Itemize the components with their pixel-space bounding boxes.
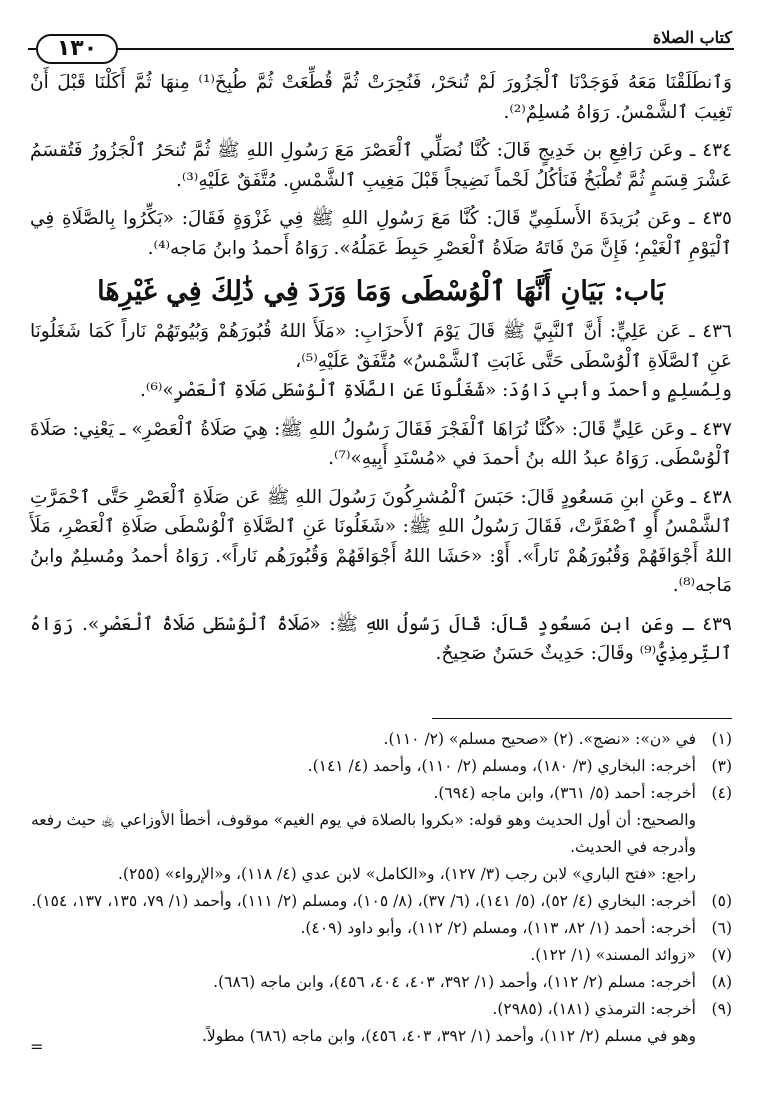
footnote-number: (٤) bbox=[711, 784, 732, 802]
footnote-separator bbox=[432, 718, 732, 719]
footnote-continuation bbox=[30, 861, 732, 888]
footnote-number: (٦) bbox=[711, 919, 732, 937]
hadith-436-variant: ولِمُسلِمٍ وأحمدَ وأبي دَاوُدَ: «شَغَلُونَا عَنِ الصَّلَاةِ ٱلْوُسْطَى صَلَاةِ ٱلْعَصْرِ»⁽⁶⁾. bbox=[140, 380, 732, 401]
footnote bbox=[30, 915, 732, 942]
hadith-435: ٤٣٥ ـ وعَن بُرَيدَةَ الأَسلَمِيِّ قَالَ: كُنَّا مَعَ رَسُولِ اللهِ ﷺ فِي غَزْوَةٍ فَقَالَ: «بَكِّرُوا بِالصَّلَاةِ فِي ٱلْيَوْمِ ٱلْغَيْمِ؛ فَإِنَّ مَنْ فَاتَهُ صَلَاةُ ٱلْعَصْرِ حَبِطَ عَمَلُهُ». رَوَاهُ أَحمدُ وابنُ مَاجه⁽⁴⁾. bbox=[30, 208, 732, 259]
header-rule bbox=[118, 48, 734, 50]
footnote bbox=[30, 726, 732, 753]
footnote-text: أخرجه: البخاري (٤/ ٥٢)، (٥/ ١٤١)، (٦/ ٣٧)، (٨/ ١٠٥)، ومسلم (٢/ ١١١)، وأحمد (١/ ٧٩، ١٣٥، ١٣٧، ١٥٤). bbox=[31, 892, 696, 910]
hadith-439: ٤٣٩ ـ وعَنِ ابنِ مَسعُودٍ قَالَ: قَالَ رَسُولُ اللهِ ﷺ: «صَلَاةُ ٱلْوُسْطَى صَلَاةُ ٱلْعَصْرِ». رَوَاهُ ٱلتِّرمِذِيُّ⁽⁹⁾ وقَالَ: حَدِيثٌ حَسَنٌ صَحِيحٌ. bbox=[30, 613, 732, 664]
footnote-number: (١) bbox=[711, 730, 732, 748]
footnote-text: وهو في مسلم (٢/ ١١٢)، وأحمد (١/ ٣٩٢، ٤٠٣، ٤٥٦)، وابن ماجه (٦٨٦) مطولاً. bbox=[201, 1027, 696, 1045]
footnote-number: (٣) bbox=[711, 757, 732, 775]
footnote-text: راجع: «فتح الباري» لابن رجب (٣/ ١٢٧)، و«الكامل» لابن عدي (٤/ ١١٨)، و«الإرواء» (٢٥٥). bbox=[118, 865, 696, 883]
page-number-badge: ١٣٠ bbox=[36, 34, 118, 64]
footnotes bbox=[30, 726, 732, 1050]
footnote-continuation bbox=[30, 807, 732, 861]
paragraph-continuation: وَٱنطَلَقْنَا مَعَهُ فَوَجَدْنَا ٱلْجَزُورَ لَمْ تُنحَرْ، فَنُحِرَتْ ثُمَّ قُطِّعَتْ ثُمَّ طُبِخَ⁽¹⁾ مِنهَا ثُمَّ أَكَلْنَا قَبْلَ أَنْ تَغِيبَ ٱلشَّمْسُ. رَوَاهُ مُسلِمٌ⁽²⁾. bbox=[30, 72, 732, 123]
footnote-text: أخرجه: أحمد (٥/ ٣٦١)، وابن ماجه (٦٩٤). bbox=[433, 784, 696, 802]
footnote bbox=[30, 753, 732, 780]
header-rule-end bbox=[28, 48, 36, 50]
footnote-text: أخرجه: مسلم (٢/ ١١٢)، وأحمد (١/ ٣٩٢، ٤٠٣، ٤٠٤، ٤٥٦)، وابن ماجه (٦٨٦). bbox=[213, 973, 696, 991]
footnote-text: والصحيح: أن أول الحديث وهو قوله: «بكروا بالصلاة في يوم الغيم» موقوف، أخطأ الأوزاعي ﵀ حيث رفعه وأدرجه في الحديث. bbox=[30, 811, 696, 856]
hadith-437: ٤٣٧ ـ وعَن عَلِيٍّ قَالَ: «كُنَّا نُرَاهَا ٱلْفَجْرَ فَقَالَ رَسُولُ اللهِ ﷺ: هِيَ صَلَاةُ ٱلْعَصْرِ» ـ يَعْنِي: صَلَاةَ ٱلْوُسْطَى. رَوَاهُ عبدُ الله بنُ أحمدَ في «مُسْنَدِ أَبِيهِ»⁽⁷⁾. bbox=[30, 418, 732, 469]
footnote-number: (٨) bbox=[711, 973, 732, 991]
page-mark: = bbox=[30, 1037, 44, 1056]
footnote-number: (٩) bbox=[711, 1000, 732, 1018]
page-header bbox=[28, 20, 734, 64]
footnote bbox=[30, 888, 732, 915]
footnote-continuation bbox=[30, 1023, 732, 1050]
running-title: كتاب الصلاة bbox=[652, 28, 732, 47]
footnote-text: في «ن»: «نضج». (٢) «صحيح مسلم» (٢/ ١١٠). bbox=[383, 730, 696, 748]
hadith-436: ٤٣٦ ـ عَن عَلِيٍّ: أَنَّ ٱلنَّبِيَّ ﷺ قَالَ يَوْمَ ٱلأَحزَابِ: «مَلَأَ اللهُ قُبُورَهُمْ وَبُيُوتَهُمْ نَاراً كَمَا شَغَلُونَا عَنِ ٱلصَّلَاةِ ٱلْوُسْطَى حَتَّى غَابَتِ ٱلشَّمْسُ» مُتَّفَقٌ عَلَيْهِ⁽⁵⁾، bbox=[30, 321, 732, 372]
footnote bbox=[30, 969, 732, 996]
footnote-text: أخرجه: الترمذي (١٨١)، (٢٩٨٥). bbox=[492, 1000, 696, 1018]
main-text bbox=[30, 68, 732, 669]
footnote-text: أخرجه: البخاري (٣/ ١٨٠)، ومسلم (٢/ ١١٠)، وأحمد (٤/ ١٤١). bbox=[307, 757, 696, 775]
hadith-434: ٤٣٤ ـ وعَن رَافِعِ بن خَدِيجٍ قَالَ: كُنَّا نُصَلِّي ٱلْعَصْرَ مَعَ رَسُولِ اللهِ ﷺ ثُمَّ تُنحَرُ ٱلْجَزُورُ فَتُقسَمُ عَشْرَ قِسَمٍ ثُمَّ تُطْبَخُ فَنَأكُلُ لَحْماً نَضِيجاً قَبْلَ مَغِيبِ ٱلشَّمْسِ. مُتَّفَقٌ عَلَيْهِ⁽³⁾. bbox=[30, 140, 732, 191]
hadith-438: ٤٣٨ ـ وعَنِ ابنِ مَسعُودٍ قَالَ: حَبَسَ ٱلْمُشرِكُونَ رَسُولَ اللهِ ﷺ عَن صَلَاةِ ٱلْعَصْرِ حَتَّى ٱحْمَرَّتِ ٱلشَّمْسُ أَوِ ٱصْفَرَّتْ، فَقَالَ رَسُولُ اللهِ ﷺ: «شَغَلُونَا عَنِ ٱلصَّلَاةِ ٱلْوُسْطَى صَلَاةِ ٱلْعَصْرِ، مَلَأَ اللهُ أَجْوَافَهُمْ وَقُبُورَهُمْ نَاراً». أَوْ: «حَشَا اللهُ أَجْوَافَهُمْ وَقُبُورَهُم نَاراً». رَوَاهُ أحمدُ ومُسلِمٌ وابنُ مَاجه⁽⁸⁾. bbox=[30, 486, 732, 596]
footnote-text: أخرجه: أحمد (١/ ٨٢، ١١٣)، ومسلم (٢/ ١١٢)، وأبو داود (٤٠٩). bbox=[300, 919, 696, 937]
footnote-text: «زوائد المسند» (١/ ١٢٢). bbox=[530, 946, 696, 964]
footnote bbox=[30, 780, 732, 807]
chapter-heading: بَاب: بَيَانِ أَنَّهَا ٱلْوُسْطَى وَمَا وَرَدَ فِي ذَٰلِكَ فِي غَيْرِهَا bbox=[97, 276, 665, 307]
footnote-number: (٧) bbox=[711, 946, 732, 964]
footnote-number: (٥) bbox=[711, 892, 732, 910]
footnote bbox=[30, 996, 732, 1023]
footnote bbox=[30, 942, 732, 969]
